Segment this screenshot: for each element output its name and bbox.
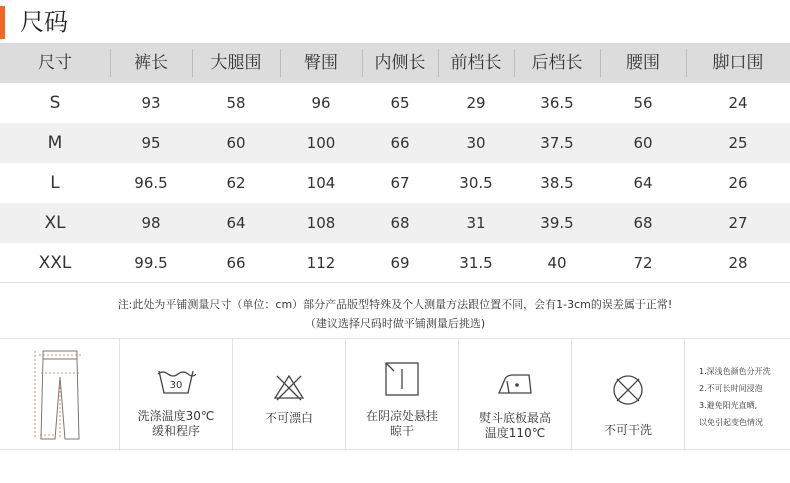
- table-cell: 68: [390, 214, 410, 232]
- care-instructions: [0, 338, 790, 450]
- table-row: [0, 203, 790, 243]
- table-cell: 96.5: [134, 174, 168, 192]
- dry-label-line-1: 在阴凉处悬挂: [365, 409, 438, 423]
- table-cell: 95: [141, 134, 161, 152]
- table-cell: 108: [306, 214, 336, 232]
- table-cell: 25: [728, 134, 748, 152]
- dry-clean-box: [572, 339, 685, 451]
- care-tips: [699, 363, 771, 431]
- column-header-back-rise: 后档长: [531, 53, 583, 73]
- measurement-advice: （建议选择尺码时做平铺测量后挑选): [304, 317, 486, 330]
- table-cell: 30.5: [459, 174, 493, 192]
- table-cell: 24: [728, 94, 748, 112]
- svg-text:30: 30: [169, 380, 183, 391]
- dry-box: [346, 339, 459, 451]
- table-cell: 93: [141, 94, 161, 112]
- table-cell: 99.5: [134, 254, 168, 272]
- column-header-waist: 腰围: [626, 53, 660, 73]
- column-header-size: 尺寸: [38, 53, 72, 73]
- table-cell: 64: [226, 214, 246, 232]
- table-cell: 26: [728, 174, 748, 192]
- pants-diagram-box: [0, 339, 120, 451]
- measurement-note: 注:此处为平铺测量尺寸（单位：cm）部分产品版型特殊及个人测量方法跟位置不同，会有1-3cm的误差属于正常!: [117, 298, 673, 311]
- wash-label-line-2: 缓和程序: [151, 424, 200, 438]
- care-tip: 3.避免阳光直晒,: [699, 401, 758, 410]
- section-header: [0, 0, 790, 43]
- table-cell: 96: [311, 94, 331, 112]
- table-cell: 64: [633, 174, 653, 192]
- wash-30-icon: [156, 367, 196, 395]
- iron-110-icon: [495, 371, 535, 397]
- column-header-hem: 脚口围: [712, 53, 764, 73]
- no-bleach-icon: [272, 373, 306, 401]
- table-row: [0, 123, 790, 163]
- table-cell-size: M: [47, 133, 63, 153]
- table-cell: 37.5: [540, 134, 574, 152]
- table-cell: 62: [226, 174, 246, 192]
- table-cell: 27: [728, 214, 748, 232]
- table-row: [0, 163, 790, 203]
- table-cell: 66: [390, 134, 410, 152]
- accent-bar: [0, 6, 5, 39]
- section-title: 尺码: [20, 8, 68, 36]
- column-header-thigh: 大腿围: [210, 53, 262, 73]
- table-header-row: [0, 43, 790, 83]
- table-cell: 66: [226, 254, 246, 272]
- table-cell: 69: [390, 254, 410, 272]
- table-cell: 58: [226, 94, 246, 112]
- table-cell: 40: [547, 254, 567, 272]
- wash-box: [120, 339, 233, 451]
- table-cell: 39.5: [540, 214, 574, 232]
- bleach-label: 不可漂白: [264, 411, 313, 425]
- table-cell: 29: [466, 94, 486, 112]
- wash-label-line-1: 洗涤温度30℃: [137, 409, 215, 423]
- size-table: [0, 43, 790, 283]
- table-cell: 31.5: [459, 254, 493, 272]
- table-cell: 30: [466, 134, 486, 152]
- table-row: [0, 243, 790, 283]
- column-header-length: 裤长: [134, 53, 168, 73]
- table-cell: 98: [141, 214, 161, 232]
- table-cell-size: XXL: [38, 253, 72, 273]
- table-cell: 112: [306, 254, 336, 272]
- iron-label-line-2: 温度110℃: [484, 426, 546, 440]
- table-cell: 104: [306, 174, 336, 192]
- iron-label-line-1: 熨斗底板最高: [478, 411, 551, 425]
- table-cell: 56: [633, 94, 653, 112]
- table-cell: 38.5: [540, 174, 574, 192]
- table-cell: 65: [390, 94, 410, 112]
- table-cell: 60: [633, 134, 653, 152]
- no-dry-clean-icon: [611, 373, 645, 407]
- dry-clean-label: 不可干洗: [603, 423, 652, 437]
- care-tips-box: [685, 339, 790, 451]
- table-cell: 36.5: [540, 94, 574, 112]
- table-row: [0, 83, 790, 123]
- table-cell: 67: [390, 174, 410, 192]
- table-cell: 28: [728, 254, 748, 272]
- table-cell-size: S: [49, 93, 61, 113]
- table-cell-size: L: [50, 173, 60, 193]
- table-cell: 68: [633, 214, 653, 232]
- bleach-box: [233, 339, 346, 451]
- table-cell: 72: [633, 254, 653, 272]
- iron-box: [459, 339, 572, 451]
- column-header-hip: 臀围: [304, 53, 338, 73]
- care-tip: 2.不可长时间浸泡: [699, 384, 763, 393]
- dry-label-line-2: 晾干: [389, 424, 414, 438]
- table-cell-size: XL: [44, 213, 66, 233]
- care-tip: 1.深浅色颜色分开洗: [699, 367, 771, 376]
- table-cell: 100: [306, 134, 336, 152]
- care-tip: 以免引起变色情况: [699, 418, 763, 427]
- line-dry-shade-icon: [384, 361, 420, 397]
- table-cell: 31: [466, 214, 486, 232]
- column-header-front-rise: 前档长: [450, 53, 502, 73]
- table-cell: 60: [226, 134, 246, 152]
- pants-diagram-icon: [25, 347, 95, 445]
- column-header-inseam: 内侧长: [374, 53, 426, 73]
